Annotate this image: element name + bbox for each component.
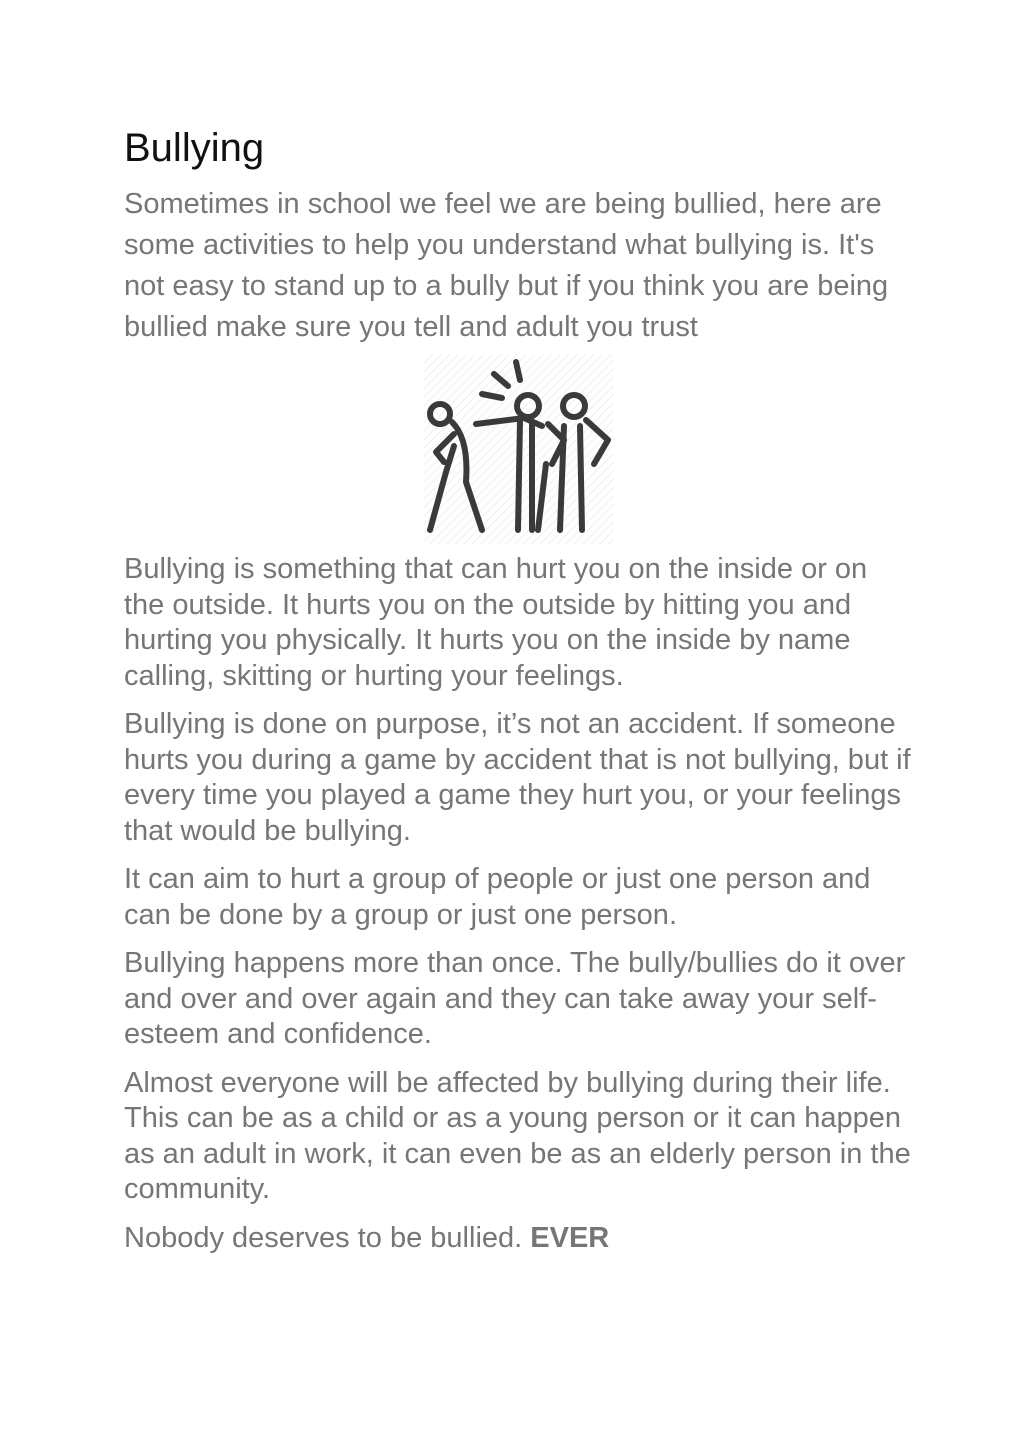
body-paragraph: Bullying is something that can hurt you on the inside or on the outside. It hurts you on the outside by hitting you and hurting you physically. It hurts you on the inside by name calling, skitting or hurting your feelings. [124, 553, 868, 692]
body-paragraph: It can aim to hurt a group of people or just one person and can be done by a group or just one person. [124, 863, 871, 931]
body-paragraph: Bullying is done on purpose, it’s not an accident. If someone hurts you during a game by accident that is not bullying, but if every time you played a game they hurt you, or your feelings that would be bullying. [124, 708, 911, 847]
impact-line [482, 394, 502, 398]
impact-line [516, 362, 520, 380]
closing-emphasis: EVER [530, 1221, 610, 1254]
closing-paragraph [124, 1221, 914, 1257]
bullying-figures-icon [424, 354, 614, 544]
page-title: Bullying [124, 126, 265, 170]
document-page [124, 122, 914, 1269]
right-figure-left-leg [560, 426, 564, 530]
body-paragraph: Almost everyone will be affected by bullying during their life. This can be as a child or as a young person or it can happen as an adult in work, it can even be as an elderly person in the community. [124, 1066, 911, 1205]
body-paragraph: Bullying happens more than once. The bully/bullies do it over and over and over again and they can take away your self-esteem and confidence. [124, 947, 906, 1050]
right-figure-right-leg [580, 426, 582, 530]
closing-text: Nobody deserves to be bullied. [124, 1221, 531, 1254]
middle-figure-left-leg [518, 420, 520, 530]
intro-paragraph: Sometimes in school we feel we are being bullied, here are some activities to help you understand what bullying is. It's not easy to stand up to a bully but if you think you are being bullied make sure you tell and adult you trust [124, 188, 889, 343]
